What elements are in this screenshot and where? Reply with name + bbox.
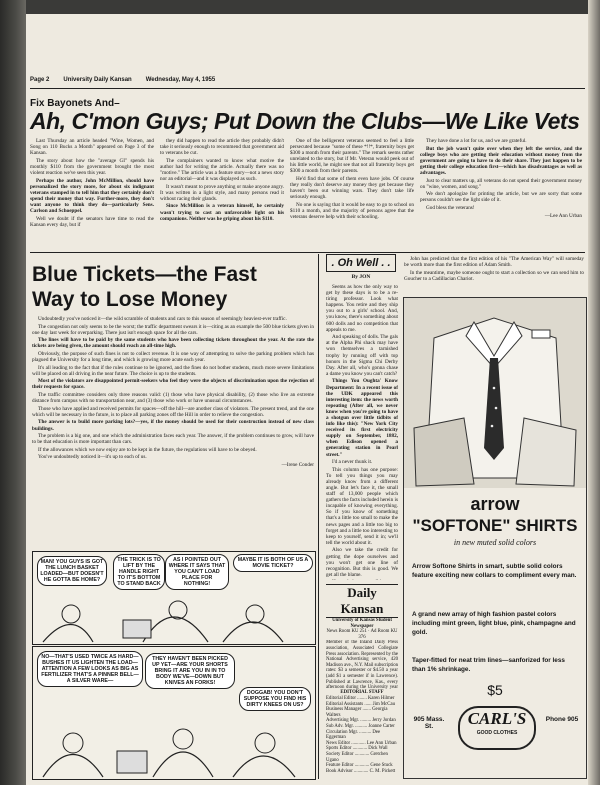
column-title: . Oh Well . . <box>326 254 396 272</box>
paragraph: They have done a lot for us, and we are grateful. <box>426 138 527 144</box>
speech-bubble: AS I POINTED OUT WHERE IT SAYS THAT YOU CAN'T LOAD PLACE FOR NOTHING! <box>165 554 229 590</box>
masthead-phones: News Room KU 251 · Ad Room KU 376 <box>326 629 398 640</box>
speech-bubble: MAYBE IT IS BOTH OF US A MOVIE TICKET? <box>233 554 313 572</box>
paragraph: God bless the veterans! <box>426 204 475 211</box>
paragraph: they did happen to read the article they probably didn't take it seriously enough to recommend that government aid to veterans be cut. <box>160 138 284 157</box>
store-name: CARL'S <box>467 709 527 728</box>
store-tagline: GOOD CLOTHES <box>476 730 518 736</box>
staff-line: Society Editor ............ Gretchen Ugano <box>326 751 388 763</box>
paragraph: The answer is to build more parking lots?—yes, if the money should be used for their construction instead of new class buildings. <box>32 419 314 432</box>
store-logo <box>458 706 536 750</box>
paragraph: This column has one purpose: To tell you things you may already know from a different angle. But let's face it, the small staff of 13,000 people which gathers the facts included herein is incapable of knowing everything. So if you know of something that's a little too small to make the news pages and a little too big to forget and a little too interesting to keep to yourself, send it in; we'll tell the world about it. <box>326 466 398 546</box>
paragraph: It wasn't meant to prove anything or make anyone angry. It was written in a light style, and many persons read it without racing their glands. <box>160 183 284 202</box>
speech-bubble: THE TRICK IS TO LIFT BY THE HANDLE RIGHT TO IT'S BOTTOM TO STAND BACK <box>113 554 165 590</box>
paragraph: Perhaps the author, John McMillion, should have personalized the story more, for about six indignant veterans stamped in to tell him that they certainly don't spend their money that way. Further-more, they don't want anyone to think they do—particularly Sens. Carlson and Schoeppel. <box>30 177 154 215</box>
staff-heading: EDITORIAL STAFF <box>340 690 384 696</box>
rule <box>30 252 585 253</box>
staff-line: Sub Adv. Mgr. .......... Joanne Carter <box>326 723 395 729</box>
paragraph: You've undoubtedly noticed it—it's up to each of us. <box>38 454 147 461</box>
speech-bubble: DOGGAB! YOU DON'T SUPPOSE YOU FIND HIS DIRTY KNEES ON US? <box>239 687 311 711</box>
folio-paper: University Daily Kansan <box>63 77 132 83</box>
ad-brand: arrow <box>470 494 520 514</box>
ad-price: $5 <box>487 682 503 698</box>
paragraph: Seems as how the only way to get by these days is to be a re-tiring professor. Look what happens. You retire and they ship you out to a girls' school. And, you know, there's something about 600 dolls and no competition that appeals to me. <box>326 284 398 333</box>
tickets-story <box>32 316 314 546</box>
staff-line: Circulation Mgr. .......... Dee Eggerman <box>326 729 381 741</box>
signature: —Lee Ann Urban <box>544 212 582 219</box>
paragraph: Just to clear matters up, all veterans do not spend their government money on "wine, women, and song." <box>420 177 582 190</box>
editorial-col-3 <box>290 138 414 248</box>
staff-line: Advertising Mgr. ......... Jerry Jordan <box>326 718 396 724</box>
paragraph: If the allowances which we now enjoy are to be kept in the future, the regulations will have to be obeyed. <box>38 446 257 453</box>
shirt-illustration <box>404 298 586 488</box>
folio-date: Wednesday, May 4, 1955 <box>145 77 216 83</box>
paragraph: Things You Oughta' Know Department: In a recent issue of the UDK appeared this interesting item: the news worth repeating (After all, we never know when you're going to have a shotgun over little tidbits of info like this): "New York City received its first electricity supply on September, 1882, when Edison opened a generating station in Pearl street." <box>326 378 398 458</box>
column-rule <box>318 254 319 779</box>
editorial-col-1 <box>30 138 154 248</box>
staff-line: Book Advisor ............ C. M. Pickett <box>326 768 396 774</box>
paragraph: Those who have applied and received permits for spaces—off the hill—are another class of violators. The present trend, and the one which will be necessary in the future, is to place all parking zones off the Hill in order to relieve the congestion. <box>32 405 314 418</box>
masthead-sub: University of Kansas Student Newspaper <box>332 618 392 629</box>
page-binding <box>0 0 26 785</box>
rule <box>30 88 585 89</box>
editorial-col-2 <box>160 138 284 248</box>
staff-line: Editorial Editor ........ Karen Hilmer <box>326 695 395 701</box>
staff-line: Business Manager ....... Georgia Walters <box>326 707 388 718</box>
masthead <box>326 584 398 774</box>
paragraph: He'd find that some of them even have jobs. Of course they really don't deserve any money they get because they haven't been out winning wars. They don't take life seriously enough. <box>290 176 414 201</box>
paragraph: In the meantime, maybe someone ought to start a collection so we can send him to Goucher to a Cadillacian Chariot. <box>404 269 584 282</box>
arrow-shirt-ad <box>403 297 587 779</box>
speech-bubble: NO—THAT'S USED TWICE AS HARD—BUSHES IT US LIGHTEN THE LOAD—ATTENTION A FEW LOOKS AS BIG AS FERTILIZER THAT'S A PINNER BELL—A SILVER WARE— <box>37 651 143 687</box>
staff-line: Sports Editor ............ Dick Wall <box>326 746 388 752</box>
paragraph: It's all leading to the fact that if the rules continue to be ignored, and the fines do not bother students, much more severe limitations will be placed on all driving in the near future. The choice is up to the students. <box>32 364 314 377</box>
store-address: 905 Mass. St. <box>413 716 445 730</box>
newspaper-page <box>26 14 588 785</box>
oh-well-heading <box>326 254 396 280</box>
staff-line: Editorial Assistants ...... Jim McCau <box>326 701 396 707</box>
paragraph: Most of the violators are disappointed permit-seekers who feel they were the objects of discrimination upon the rejection of their requests for space. <box>32 378 314 391</box>
tickets-headline: Blue Tickets—the Fast Way to Lose Money <box>32 263 257 311</box>
paragraph: The traffic committee considers only three reasons valid: (1) those who have physical disability, (2) those who live an extreme distance from campus with no transportation near, and (3) those who work or have unusual circumstances. <box>32 392 314 405</box>
folio-page: Page 2 <box>30 77 50 83</box>
cartoon-panel-1 <box>32 551 316 645</box>
paragraph: The lines will have to be paid by the same students who have been collecting tickets throughout the year. At the rate the tickets are being given, the amount should reach an all-time high. <box>32 337 314 350</box>
paragraph: But the job wasn't quite over when they left the service, and the college boys who are getting their education without money from the government are going to have to do their share. They just happen to be getting their college education first—which has disadvantages as well as advantages. <box>420 145 582 176</box>
paragraph: Also we take the credit for getting the dope ourselves and you won't get one line of recognition. But this is good. We get all the blame. <box>326 547 398 578</box>
ad-copy-1: Arrow Softone Shirts in smart, subtle solid colors feature exciting new collars to compliment every man. <box>412 563 577 579</box>
paragraph: Obviously, the purpose of such fines is not to collect revenue. It is one way of attempting to solve the parking problem which has plagued the University for a long time, and which is growing more acute each year. <box>32 350 314 364</box>
paragraph: Undoubtedly you've noticed it—the wild scramble of students and cars to this season of seemingly heaviest-ever traffic. <box>38 316 287 322</box>
signature: —Irene Conder <box>281 461 314 468</box>
paragraph: The complainers wanted to know what motive the author had for writing the article. Actually there was no "motive." The article was a feature story—not a news story nor an editorial—and it was displayed as such. <box>160 157 284 183</box>
editorial-kicker: Fix Bayonets And– <box>30 98 120 109</box>
masthead-body: Member of the Inland Daily Press association, Associated Collegiate Press association. Represented by the National Advertising service, 420 Madison ave., N.Y. Mail subscription rates: $3 a semester or $4.50 a year (add $1 a semester if in Lawrence). Published at Lawrence, Kas., every afternoon during the University year <box>326 640 398 691</box>
staff-line: Feature Editor ............ Gene Stuck <box>326 763 393 769</box>
paragraph: Last Thursday an article headed "Wine, Women, and Song on 110 Bucks a Month" appeared on Page 3 of the Kansan. <box>30 138 154 157</box>
store-phone: Phone 905 <box>545 716 579 723</box>
ad-copy-2: A grand new array of high fashion pastel colors including mint green, light blue, pink, champagne and gold. <box>412 611 576 636</box>
paragraph: Well we doubt if the senators have time to read the Kansan every day, but if <box>30 215 154 228</box>
editorial-col-4 <box>420 138 582 248</box>
staff-line: News Editor ............ Lee Ann Urban <box>326 740 397 746</box>
speech-bubble: MAN! YOU GUYS IS GOT THE LUNCH BASKET LOADED—BUT DOESN'T HE GOTTA BE HOME? <box>37 556 107 586</box>
ad-subtitle: in new muted solid colors <box>453 538 537 547</box>
paragraph: No one is saying that it would be easy to go to school on $110 a month, and the majority of persons agree that the veterans deserve help with their schooling. <box>290 201 414 221</box>
cartoon-panel-2 <box>32 646 316 780</box>
paragraph: John has predicted that the first edition of his "The American Way" will someday be worth more than the first edition of Adam Smith. <box>404 256 584 269</box>
paragraph: The problem is a big one, and one which the administration faces each year. The answer, if the problem continues to grow, will have to be that education is more important than cars. <box>32 433 314 446</box>
paragraph: We don't apologize for printing the article, but we are sorry that some persons couldn't see the light side of it. <box>420 191 582 204</box>
paragraph: One of the belligerent veterans seemed to feel a little persecuted because "some of these *!!*, fraternity boys get $300 a month from their parents." The remark seems rather unrelated to the story, but if Mr. Veteran would peek out of his little world, he might see that not all fraternity boys get $300 a month from their parents. <box>290 138 414 175</box>
jon-note <box>404 256 584 294</box>
oh-well-column <box>326 284 398 580</box>
editorial-headline: Ah, C'mon Guys; Put Down the Clubs—We Like Vets <box>30 108 580 134</box>
paragraph <box>326 579 398 580</box>
masthead-title: Daily Kansan <box>326 584 398 618</box>
speech-bubble: THEY HAVEN'T BEEN PICKED UP YET—ARE YOUR SHORTS BRING IT ARE YOU IN IN TO BODY WE'VE—DOWN BUT KNIVES AN FORKS! <box>145 653 235 689</box>
paragraph: The story about how the "average GI" spends his monthly $110 from the government brought the most violent reaction we've seen this year. <box>30 157 154 176</box>
ad-copy-3: Taper-fitted for neat trim lines—sanforized for less than 1% shrinkage. <box>412 657 565 673</box>
paragraph: I'd a never thunk it. <box>332 459 373 466</box>
paragraph: The congestion not only seems to be the worst; the traffic department swears it is—citing as an example the 500 blue tickets given in one day last week for overparking. There just isn't enough space for all the cars. <box>32 323 314 336</box>
paragraph: And speaking of dolls. The gals at the Alpha Phi shack may have won themselves a tarnished trophy by running off with top honors in the Sigma Chi Derby Day. After all, who's gonna chase a dame you know you can't catch? <box>326 334 398 377</box>
paragraph: Since McMillion is a veteran himself, he certainly wasn't trying to cast an unfavorable light on his companions. Neither was he griping about his $110. <box>160 203 284 222</box>
byline: By JON <box>351 274 371 280</box>
page-edge <box>588 0 600 785</box>
ad-product: "SOFTONE" SHIRTS <box>412 516 578 535</box>
